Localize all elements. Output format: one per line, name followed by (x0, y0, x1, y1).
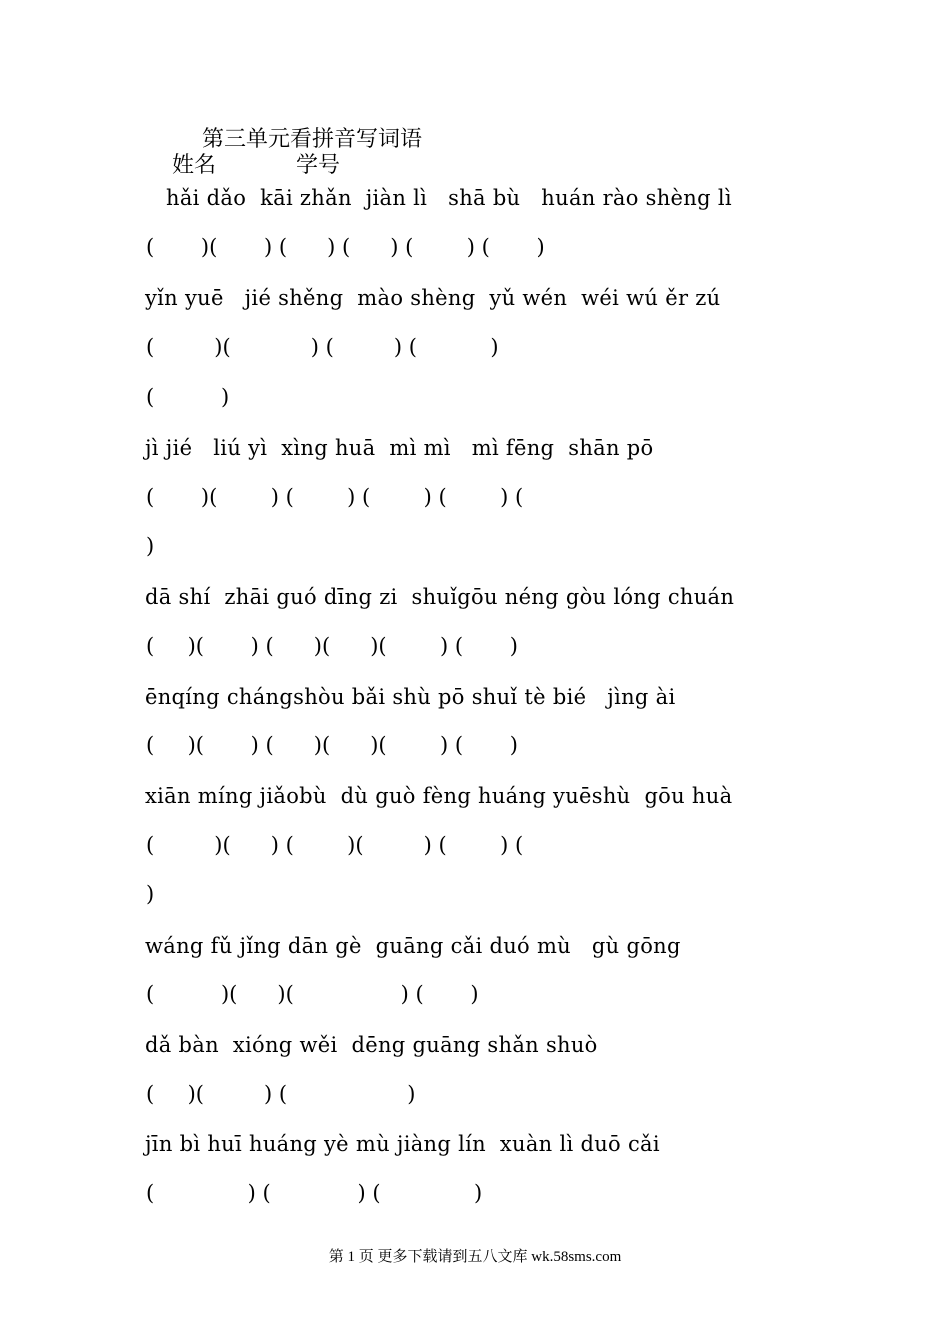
page-footer: 第 1 页 更多下载请到五八文库 wk.58sms.com (328, 1249, 622, 1265)
answer-blanks: ) (146, 882, 155, 906)
answer-blanks: ( )( ) ( ) ( ) ( ) ( (146, 485, 524, 509)
answer-blanks: ( )( )( ) ( ) (146, 982, 479, 1006)
pinyin-line: wáng fǔ jǐng dān gè guāng cǎi duó mù gù gōng (145, 934, 681, 958)
pinyin-line: jīn bì huī huáng yè mù jiàng lín xuàn lì duō cǎi (145, 1132, 660, 1156)
answer-blanks: ( )( ) ( )( )( ) ( ) (146, 733, 519, 757)
pinyin-line: hǎi dǎo kāi zhǎn jiàn lì shā bù huán rào shèng lì (166, 186, 732, 210)
pinyin-line: yǐn yuē jié shěng mào shèng yǔ wén wéi wú ěr zú (145, 286, 721, 310)
answer-blanks: ( )( ) ( )( )( ) ( ) (146, 634, 519, 658)
pinyin-line: ēnqíng chángshòu bǎi shù pō shuǐ tè bié jìng ài (145, 685, 676, 709)
pinyin-line: xiān míng jiǎobù dù guò fèng huáng yuēshù gōu huà (145, 784, 733, 808)
pinyin-line: dǎ bàn xióng wěi dēng guāng shǎn shuò (145, 1033, 598, 1057)
answer-blanks: ( )( ) ( ) (146, 1082, 416, 1106)
answer-blanks: ( ) (146, 385, 230, 409)
student-info (172, 148, 340, 179)
answer-blanks: ( ) ( ) ( ) (146, 1181, 483, 1205)
answer-blanks: ( )( ) ( )( ) ( ) ( (146, 833, 524, 857)
pinyin-line: dā shí zhāi guó dīng zi shuǐgōu néng gòu lóng chuán (145, 585, 735, 609)
answer-blanks: ) (146, 534, 155, 558)
pinyin-line: jì jié liú yì xìng huā mì mì mì fēng shān pō (145, 436, 654, 460)
answer-blanks: ( )( ) ( ) ( ) ( ) ( ) (146, 235, 545, 259)
page-title: 第三单元看拼音写词语 (202, 127, 423, 152)
number-label: 学号 (296, 153, 341, 178)
name-label: 姓名 (172, 153, 217, 178)
answer-blanks: ( )( ) ( ) ( ) (146, 335, 499, 359)
